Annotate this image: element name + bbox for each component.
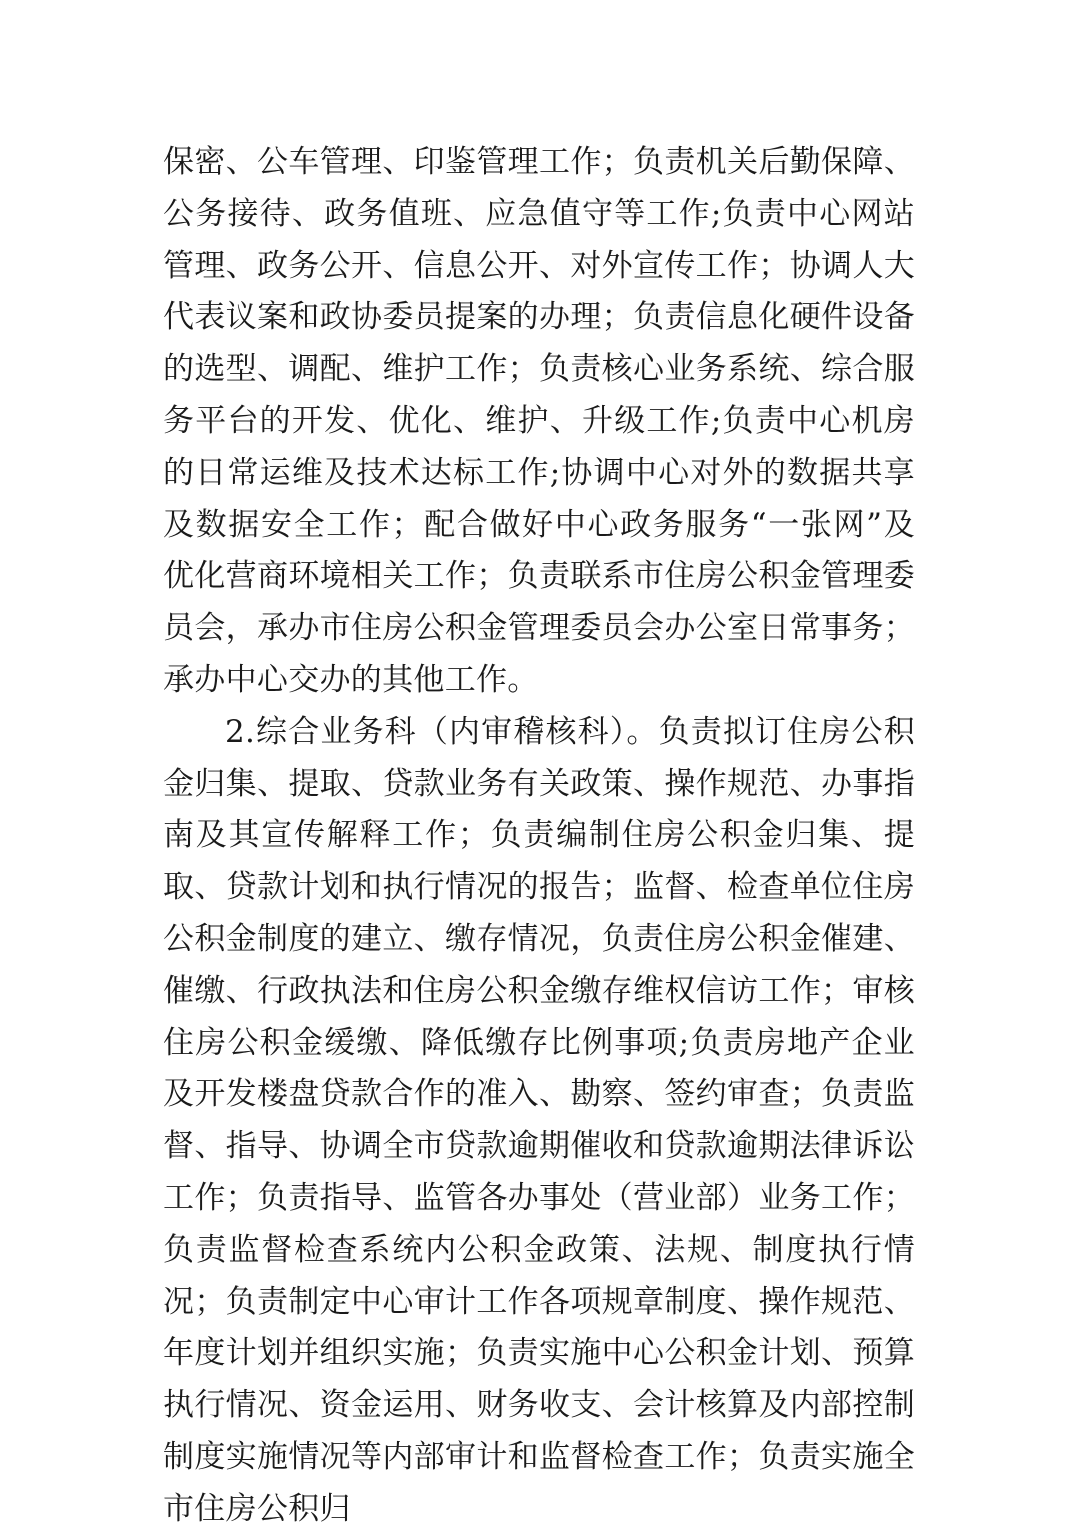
paragraph-comprehensive-business-section: 2.综合业务科（内审稽核科）。负责拟订住房公积金归集、提取、贷款业务有关政策、操作规范、办事指南及其宣传解释工作；负责编制住房公积金归集、提取、贷款计划和执行情况的报告；监督、检查单位住房公积金制度的建立、缴存情况，负责住房公积金催建、催缴、行政执法和住房公积金缴存维权信访工作；审核住房公积金缓缴、降低缴存比例事项;负责房地产企业及开发楼盘贷款合作的准入、勘察、签约审查；负责监督、指导、协调全市贷款逾期催收和贷款逾期法律诉讼工作；负责指导、监管各办事处（营业部）业务工作；负责监督检查系统内公积金政策、法规、制度执行情况；负责制定中心审计工作各项规章制度、操作规范、年度计划并组织实施；负责实施中心公积金计划、预算执行情况、资金运用、财务收支、会计核算及内部控制制度实施情况等内部审计和监督检查工作；负责实施全市住房公积归 <box>163 713 915 1527</box>
document-body <box>163 137 915 1536</box>
paragraph-office-duties: 保密、公车管理、印鉴管理工作；负责机关后勤保障、公务接待、政务值班、应急值守等工作;负责中心网站管理、政务公开、信息公开、对外宣传工作；协调人大代表议案和政协委员提案的办理；负责信息化硬件设备的选型、调配、维护工作；负责核心业务系统、综合服务平台的开发、优化、维护、升级工作;负责中心机房的日常运维及技术达标工作;协调中心对外的数据共享及数据安全工作；配合做好中心政务服务“一张网”及优化营商环境相关工作；负责联系市住房公积金管理委员会，承办市住房公积金管理委员会办公室日常事务；承办中心交办的其他工作。 <box>163 144 915 698</box>
